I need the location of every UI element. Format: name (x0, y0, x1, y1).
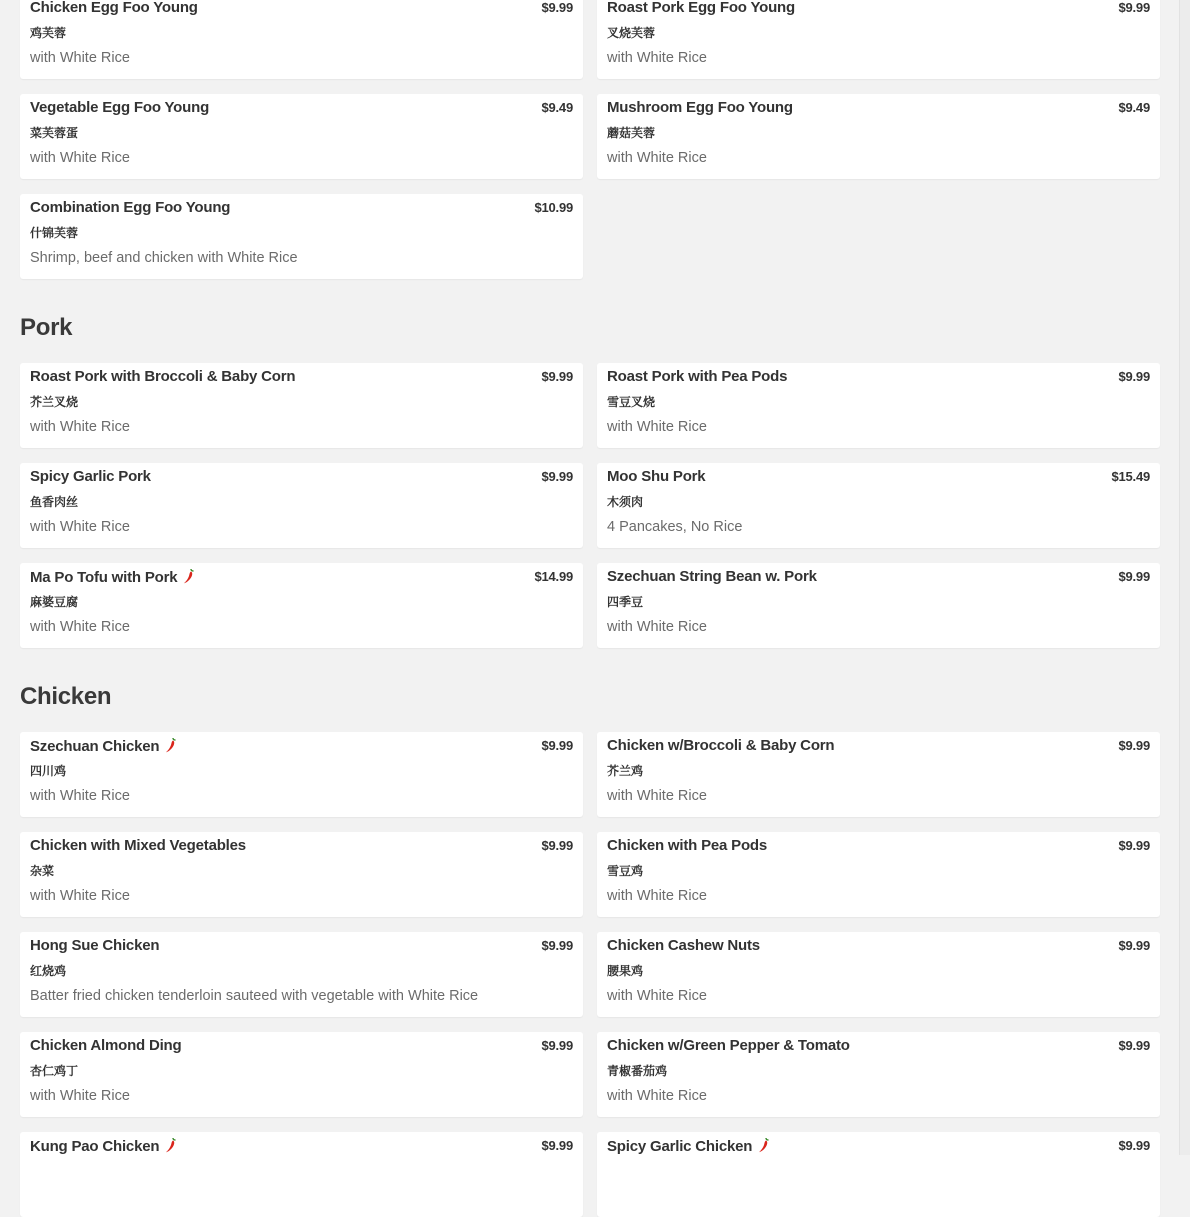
menu-item-card[interactable] (597, 563, 1160, 648)
menu-item-chinese-name: 杏仁鸡丁 (30, 1064, 79, 1078)
menu-item-price: $9.99 (541, 738, 573, 753)
menu-item-name-text: Spicy Garlic Pork (30, 468, 151, 485)
menu-item-name-text: Vegetable Egg Foo Young (30, 99, 210, 116)
menu-item-chinese-name: 青椒番茄鸡 (607, 1064, 668, 1078)
menu-item-name-text: Ma Po Tofu with Pork (30, 569, 178, 586)
menu-item-name-text: Chicken with Pea Pods (607, 837, 768, 854)
menu-item-name (30, 199, 230, 216)
menu-item-price: $9.99 (1118, 1138, 1150, 1153)
menu-item-name (30, 99, 209, 116)
menu-item-card[interactable] (20, 0, 583, 79)
menu-item-price: $9.99 (541, 1138, 573, 1153)
menu-item-chinese-name: 叉烧芙蓉 (607, 26, 656, 40)
menu-item-card[interactable] (20, 732, 583, 817)
page-scrollbar[interactable] (1179, 0, 1190, 1155)
menu-item-card[interactable] (597, 1132, 1160, 1217)
menu-item-price: $15.49 (1111, 469, 1150, 484)
menu-item-name-text: Chicken Cashew Nuts (607, 937, 760, 954)
menu-item-price: $9.99 (541, 838, 573, 853)
menu-item-chinese-name: 四川鸡 (30, 764, 67, 778)
menu-item-description: with White Rice (607, 888, 707, 904)
menu-item-name (30, 368, 295, 385)
menu-item-card[interactable] (597, 832, 1160, 917)
menu-item-name (607, 837, 767, 854)
menu-item-name (30, 1137, 177, 1155)
menu-item-name (30, 1037, 181, 1054)
menu-item-card[interactable] (20, 1132, 583, 1217)
menu-item-description: Shrimp, beef and chicken with White Rice (30, 250, 298, 266)
menu-item-description: with White Rice (30, 1088, 130, 1104)
menu-item-price: $9.99 (541, 1038, 573, 1053)
menu-item-card[interactable] (597, 463, 1160, 548)
menu-item-chinese-name: 雪豆叉烧 (607, 395, 656, 409)
chili-pepper-icon (758, 1137, 770, 1153)
menu-item-chinese-name: 麻婆豆腐 (30, 595, 79, 609)
menu-item-card[interactable] (597, 732, 1160, 817)
menu-item-price: $9.49 (1118, 100, 1150, 115)
menu-item-price: $9.99 (1118, 569, 1150, 584)
menu-item-price: $9.99 (1118, 369, 1150, 384)
menu-item-name (607, 368, 787, 385)
menu-item-chinese-name: 鱼香肉丝 (30, 495, 79, 509)
menu-item-description: with White Rice (30, 619, 130, 635)
menu-item-card[interactable] (20, 563, 583, 648)
menu-item-description: with White Rice (30, 888, 130, 904)
menu-item-card[interactable] (597, 932, 1160, 1017)
menu-item-card[interactable] (20, 463, 583, 548)
section-title-pork: Pork (20, 314, 73, 341)
menu-item-name-text: Roast Pork with Broccoli & Baby Corn (30, 368, 296, 385)
menu-item-name-text: Combination Egg Foo Young (30, 199, 231, 216)
menu-item-price: $9.49 (541, 100, 573, 115)
menu-item-name-text: Moo Shu Pork (607, 468, 706, 485)
menu-item-chinese-name: 四季豆 (607, 595, 644, 609)
menu-item-description: with White Rice (607, 619, 707, 635)
menu-item-name (30, 468, 151, 485)
menu-item-name (607, 0, 795, 16)
menu-item-description: with White Rice (607, 788, 707, 804)
menu-item-name-text: Roast Pork Egg Foo Young (607, 0, 795, 16)
menu-item-name (607, 1037, 850, 1054)
menu-item-description: with White Rice (30, 519, 130, 535)
menu-item-chinese-name: 蘑菇芙蓉 (607, 126, 656, 140)
menu-item-name (30, 737, 177, 755)
menu-item-chinese-name: 红烧鸡 (30, 964, 67, 978)
menu-item-chinese-name: 鸡芙蓉 (30, 26, 67, 40)
menu-item-chinese-name: 雪豆鸡 (607, 864, 644, 878)
menu-item-name (607, 568, 817, 585)
menu-item-description: with White Rice (607, 50, 707, 66)
menu-item-price: $9.99 (1118, 938, 1150, 953)
menu-item-name (607, 1137, 770, 1155)
menu-item-price: $9.99 (1118, 0, 1150, 15)
menu-item-name (30, 837, 246, 854)
menu-item-description: 4 Pancakes, No Rice (607, 519, 743, 535)
menu-item-card[interactable] (597, 1032, 1160, 1117)
menu-item-chinese-name: 芥兰鸡 (607, 764, 644, 778)
menu-item-chinese-name: 芥兰叉烧 (30, 395, 79, 409)
menu-item-card[interactable] (597, 0, 1160, 79)
menu-item-name-text: Szechuan Chicken (30, 738, 160, 755)
menu-item-name-text: Chicken Egg Foo Young (30, 0, 198, 16)
menu-item-price: $9.99 (1118, 1038, 1150, 1053)
menu-item-chinese-name: 菜芙蓉蛋 (30, 126, 79, 140)
chili-pepper-icon (165, 1137, 177, 1153)
menu-item-price: $9.99 (541, 369, 573, 384)
menu-item-price: $10.99 (534, 200, 573, 215)
menu-item-price: $14.99 (534, 569, 573, 584)
menu-item-name-text: Chicken Almond Ding (30, 1037, 182, 1054)
chili-pepper-icon (183, 568, 195, 584)
menu-item-chinese-name: 杂菜 (30, 864, 55, 878)
menu-item-card[interactable] (597, 363, 1160, 448)
menu-item-name-text: Chicken with Mixed Vegetables (30, 837, 246, 854)
menu-item-price: $9.99 (541, 0, 573, 15)
menu-item-price: $9.99 (1118, 838, 1150, 853)
menu-item-description: with White Rice (30, 419, 130, 435)
menu-item-name (607, 468, 705, 485)
section-title-chicken: Chicken (20, 683, 112, 710)
menu-item-chinese-name: 什锦芙蓉 (30, 226, 79, 240)
menu-item-name (30, 568, 195, 586)
menu-item-price: $9.99 (541, 469, 573, 484)
menu-item-description: with White Rice (30, 50, 130, 66)
menu-item-name-text: Chicken w/Green Pepper & Tomato (607, 1037, 850, 1054)
menu-item-card[interactable] (20, 94, 583, 179)
menu-item-price: $9.99 (541, 938, 573, 953)
menu-item-name (30, 937, 159, 954)
menu-item-name-text: Szechuan String Bean w. Pork (607, 568, 817, 585)
menu-item-name (30, 0, 198, 16)
menu-item-chinese-name: 木须肉 (607, 495, 644, 509)
menu-item-description: with White Rice (607, 1088, 707, 1104)
menu-item-name (607, 737, 834, 754)
menu-item-description: with White Rice (30, 788, 130, 804)
menu-item-card[interactable] (597, 94, 1160, 179)
menu-item-card[interactable] (20, 932, 583, 1017)
menu-item-name (607, 937, 760, 954)
menu-item-name (607, 99, 793, 116)
menu-item-card[interactable] (20, 363, 583, 448)
menu-item-description: with White Rice (607, 150, 707, 166)
menu-item-description: with White Rice (607, 988, 707, 1004)
chili-pepper-icon (165, 737, 177, 753)
menu-item-description: with White Rice (30, 150, 130, 166)
menu-item-description: with White Rice (607, 419, 707, 435)
menu-item-name-text: Chicken w/Broccoli & Baby Corn (607, 737, 835, 754)
menu-item-name-text: Mushroom Egg Foo Young (607, 99, 793, 116)
menu-item-card[interactable] (20, 1032, 583, 1117)
menu-item-card[interactable] (20, 832, 583, 917)
menu-item-card[interactable] (20, 194, 583, 279)
menu-item-price: $9.99 (1118, 738, 1150, 753)
menu-item-name-text: Kung Pao Chicken (30, 1138, 160, 1155)
menu-item-name-text: Roast Pork with Pea Pods (607, 368, 788, 385)
menu-item-description: Batter fried chicken tenderloin sauteed with vegetable with White Rice (30, 988, 479, 1004)
menu-item-name-text: Hong Sue Chicken (30, 937, 160, 954)
menu-item-chinese-name: 腰果鸡 (607, 964, 644, 978)
menu-item-name-text: Spicy Garlic Chicken (607, 1138, 753, 1155)
